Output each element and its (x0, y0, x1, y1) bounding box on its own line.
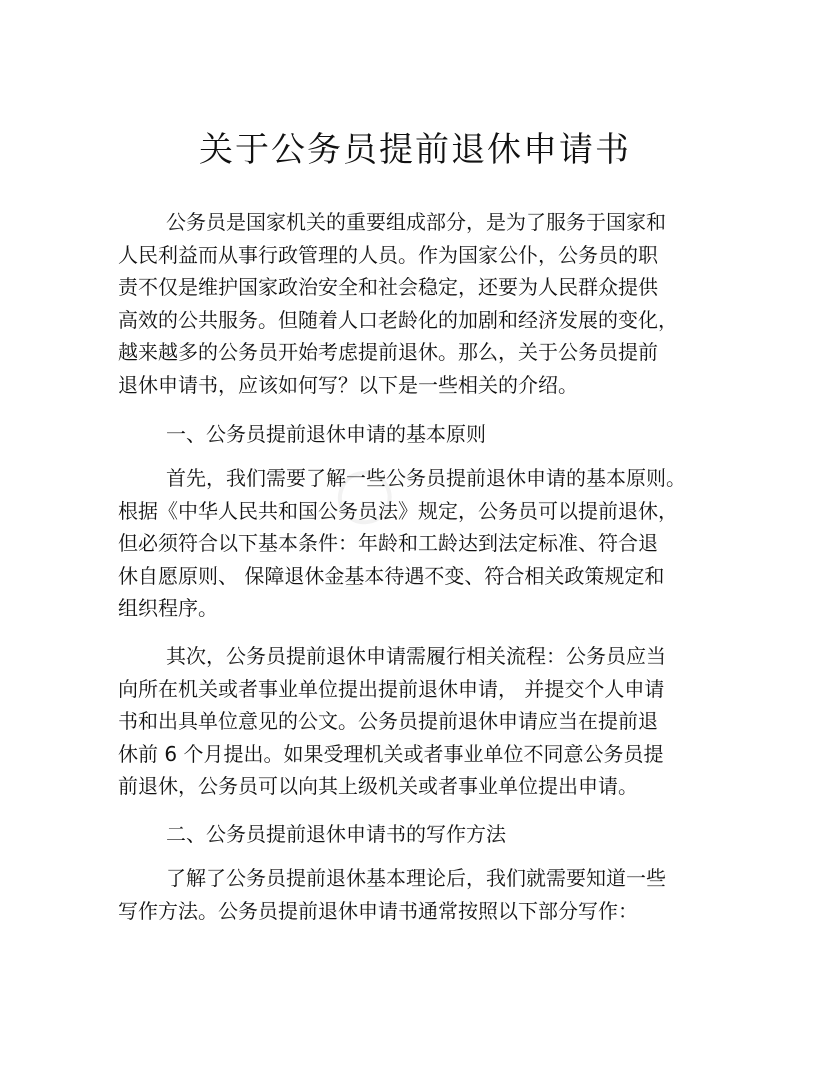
text-line: 公务员是国家机关的重要组成部分，是为了服务于国家和 (166, 210, 666, 234)
page-title: 关于公务员提前退休申请书 (199, 130, 631, 170)
section-heading: 一、公务员提前退休申请的基本原则 (166, 422, 486, 446)
text-line: 责不仅是维护国家政治安全和社会稳定，还要为人民群众提供 (118, 275, 658, 299)
text-line: 前退休，公务员可以向其上级机关或者事业单位提出申请。 (118, 774, 638, 798)
text-line: 了解了公务员提前退休基本理论后，我们就需要知道一些 (166, 866, 666, 890)
paragraph-writing (118, 862, 718, 927)
section-heading-2 (118, 818, 718, 851)
text-line: 其次，公务员提前退休申请需履行相关流程：公务员应当 (166, 644, 666, 668)
text-line: 休前 6 个月提出。如果受理机关或者事业单位不同意公务员提 (118, 741, 664, 766)
paragraph-principles (118, 462, 718, 625)
text-line: 根据《中华人民共和国公务员法》规定，公务员可以提前退休， (118, 498, 678, 523)
text-line: 高效的公共服务。但随着人口老龄化的加剧和经济发展的变化， (118, 307, 678, 332)
watermark: ○ (311, 438, 416, 544)
paragraph-process (118, 640, 718, 803)
text-line: 但必须符合以下基本条件：年龄和工龄达到法定标准、符合退 (118, 531, 658, 555)
text-line: 休自愿原则、 保障退休金基本待遇不变、符合相关政策规定和 (118, 563, 665, 588)
section-heading: 二、公务员提前退休申请书的写作方法 (166, 822, 506, 846)
text-line: 首先，我们需要了解一些公务员提前退休申请的基本原则。 (166, 466, 686, 490)
text-line: 越来越多的公务员开始考虑提前退休。那么，关于公务员提前 (118, 340, 658, 364)
paragraph-intro (118, 206, 718, 401)
text-line: 组织程序。 (118, 596, 218, 620)
text-line: 写作方法。公务员提前退休申请书通常按照以下部分写作： (118, 898, 638, 923)
text-line: 书和出具单位意见的公文。公务员提前退休申请应当在提前退 (118, 709, 658, 733)
section-heading-1 (118, 418, 718, 451)
text-line: 退休申请书，应该如何写？以下是一些相关的介绍。 (118, 372, 578, 397)
text-line: 人民利益而从事行政管理的人员。作为国家公仆，公务员的职 (118, 242, 658, 267)
text-line: 向所在机关或者事业单位提出提前退休申请， 并提交个人申请 (118, 676, 665, 701)
